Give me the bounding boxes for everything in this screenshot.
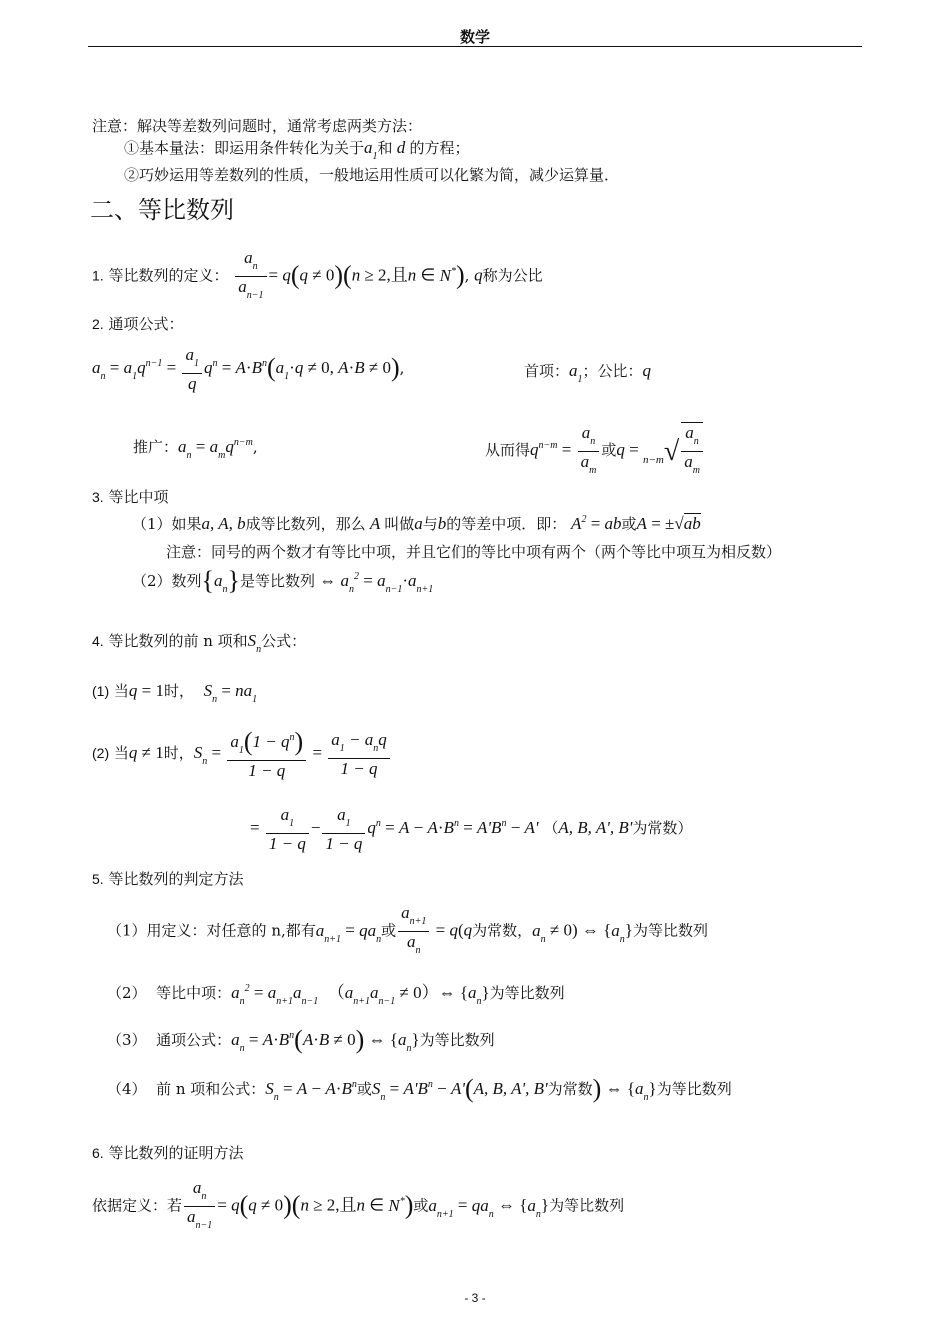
item-2-first-term-ratio: 首项：$a_1$；公比：q (524, 361, 652, 385)
item-6-proof-basis: 依据定义：若 $\frac{a_n}{a_{n-1}}$ = q(q ≠ 0)(n ≥ 2,且n ∈ N*)或$a_{n+1} = qa_n$ ⇔ $\{a_n\}$为等比数列 (92, 1178, 625, 1231)
item-3-title: 3. 等比中项 (92, 488, 169, 506)
item-5-judge-1: （1）用定义：对任意的 n,都有$a_{n+1} = qa_n$或 $\frac{a_{n+1}}{a_n}$ = q(q为常数，$a_n \ne 0$) ⇔ $\{a_n\}$为等比数列 (107, 903, 708, 956)
item-5-judge-3: （3） 通项公式：$a_n = A\cdot B^n(A\cdot B \ne 0)$ ⇔ $\{a_n\}$为等比数列 (107, 1025, 495, 1054)
item-3-sub-2: （2）数列$\{a_n\}$是等比数列 ⇔ $a_n^2 = a_{n-1}\cdot a_{n+1}$ (132, 566, 434, 595)
item-5-title: 5. 等比数列的判定方法 (92, 870, 244, 888)
page-header-title: 数学 (459, 28, 490, 46)
section-2-title: 二、等比数列 (90, 196, 234, 224)
item-6-title: 6. 等比数列的证明方法 (92, 1144, 244, 1162)
item-2-hence: 从而得$q^{n-m}$ = $\frac{a_n}{a_m}$ 或q = $_{n-m}$√ $\frac{a_n}{a_m}$ (485, 422, 705, 480)
note-intro: 注意：解决等差数列问题时，通常考虑两类方法： (92, 117, 423, 135)
header-rule (88, 46, 862, 47)
item-2-title: 2. 通项公式： (92, 315, 184, 333)
item-4-case-1: (1) 当q = 1时， $S_n = na_1$ (92, 681, 258, 705)
page-number: - 3 - (464, 1291, 486, 1305)
item-1-definition: 1. 等比数列的定义： $\frac{a_n}{a_{n-1}}$ = q(q ≠ 0)(n ≥ 2,且n ∈ N*), q称为公比 (92, 248, 543, 301)
item-3-sub-1: （1）如果a, A, b成等比数列，那么 A 叫做a与b的等差中项．即： $A^2$ = ab或A = ±√ab (132, 514, 701, 533)
item-4-expanded-formula: = $\frac{a_1}{1 - q}$ − $\frac{a_1}{1 - q}$ $q^n = A - A\cdot B^n = A'B^n - A'$ （A, B, A', B'为常数） (250, 805, 693, 853)
item-2-extension: 推广：$a_n = a_mq^{n-m}$, (133, 437, 258, 461)
item-4-case-2: (2) 当q ≠ 1时，$S_n$ = $\frac{a_1(1 - q^n)}{1 - q}$ = $\frac{a_1 - a_nq}{1 - q}$ (92, 728, 392, 780)
note-method-2: ②巧妙运用等差数列的性质，一般地运用性质可以化繁为简，减少运算量． (124, 166, 620, 184)
item-4-title: 4. 等比数列的前 n 项和$S_n$公式： (92, 631, 307, 655)
item-3-note: 注意：同号的两个数才有等比中项，并且它们的等比中项有两个（两个等比中项互为相反数） (166, 543, 782, 561)
note-method-1: ①基本量法：即运用条件转化为关于$a_1$和 d 的方程； (124, 138, 470, 162)
item-5-judge-4: （4） 前 n 项和公式：$S_n = A - A\cdot B^n$或$S_n = A'B^n - A'(A$, B, A', B'为常数) ⇔ $\{a_n\}$为等比数列 (107, 1074, 732, 1103)
item-5-judge-2: （2） 等比中项：$a_n^2 = a_{n+1}a_{n-1}$ （$a_{n+1}a_{n-1}$ ≠ 0）⇔ $\{a_n\}$为等比数列 (107, 983, 565, 1007)
item-2-general-formula: $a_n = a_1q^{n-1}$ = $\frac{a_1}{q}$ $q^n = A\cdot B^n(a_1\cdot q \ne 0$, A·B ≠ 0), (92, 345, 405, 393)
